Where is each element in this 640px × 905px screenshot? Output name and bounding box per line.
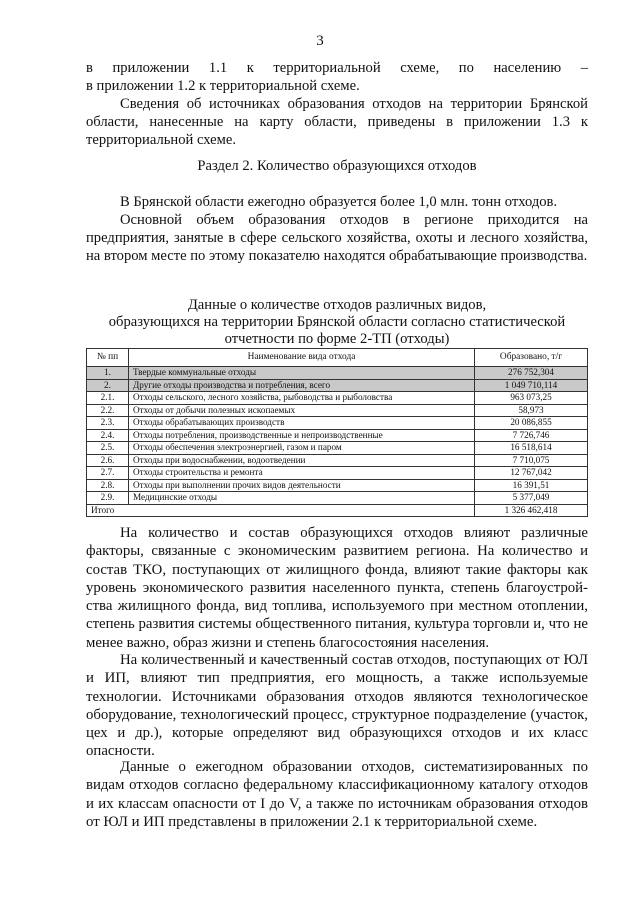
table-row — [87, 417, 588, 430]
row-num: 2.1. — [87, 392, 129, 405]
row-num: 2.5. — [87, 442, 129, 455]
table-row — [87, 479, 588, 492]
row-value: 1 049 710,114 — [475, 379, 588, 392]
row-num: 2.3. — [87, 417, 129, 430]
table-row — [87, 404, 588, 417]
row-value: 276 752,304 — [475, 367, 588, 380]
section-title: Раздел 2. Количество образующихся отходов — [197, 158, 477, 174]
table-row — [87, 492, 588, 505]
intro-paragraph: Сведения об источниках образования отходов на территории Брянской области, нанесенные на карту области, приведены в приложении 1.3 к территориальной схеме. — [86, 96, 588, 149]
row-name: Отходы от добычи полезных ископаемых — [129, 404, 475, 417]
row-name: Отходы строительства и ремонта — [129, 467, 475, 480]
total-value: 1 326 462,418 — [475, 504, 588, 517]
header-name: Наименование вида отхода — [129, 349, 475, 367]
header-num: № пп — [87, 349, 129, 367]
row-name: Отходы при выполнении прочих видов деятельности — [129, 479, 475, 492]
intro-line-2: в приложении 1.2 к территориальной схеме. — [86, 78, 360, 94]
row-num: 2.4. — [87, 429, 129, 442]
row-value: 7 710,075 — [475, 454, 588, 467]
table-row — [87, 392, 588, 405]
table-row — [87, 429, 588, 442]
table-total-row — [87, 504, 588, 517]
row-name: Отходы обрабатывающих производств — [129, 417, 475, 430]
table-caption — [86, 297, 588, 348]
table-row — [87, 379, 588, 392]
table-caption-line-2: образующихся на территории Брянской области согласно статистической — [108, 314, 566, 330]
table-caption-line-1: Данные о количестве отходов различных видов, — [187, 297, 487, 313]
table-caption-line-3: отчетности по форме 2-ТП (отходы) — [224, 331, 450, 347]
table-row — [87, 367, 588, 380]
row-value: 58,973 — [475, 404, 588, 417]
row-value: 963 073,25 — [475, 392, 588, 405]
row-name: Отходы при водоснабжении, водоотведении — [129, 454, 475, 467]
row-num: 2.7. — [87, 467, 129, 480]
row-name: Твердые коммунальные отходы — [129, 367, 475, 380]
row-num: 1. — [87, 367, 129, 380]
paragraph-2: Основной объем образования отходов в регионе приходится на предприятия, занятые в сфере сельского хозяйства, охоты и лесного хозяйства, на втором месте по этому показателю находятся обрабатывающие производства. — [86, 212, 588, 265]
table-header-row — [87, 349, 588, 367]
paragraph-5: Данные о ежегодном образовании отходов, систематизированных по видам отходов согласно федеральному классификационному каталогу отходов и их классам опасности от I до V, а также по источникам образования отходов от ЮЛ и ИП представлены в приложении 2.1 к территориальной схеме. — [86, 759, 588, 830]
page-number: 3 — [316, 33, 324, 49]
row-value: 7 726,746 — [475, 429, 588, 442]
row-num: 2.9. — [87, 492, 129, 505]
row-num: 2.2. — [87, 404, 129, 417]
row-name: Отходы потребления, производственные и непроизводственные — [129, 429, 475, 442]
row-value: 16 391,51 — [475, 479, 588, 492]
header-value: Образовано, т/г — [475, 349, 588, 367]
row-name: Отходы сельского, лесного хозяйства, рыбоводства и рыболовства — [129, 392, 475, 405]
row-value: 12 767,042 — [475, 467, 588, 480]
table-row — [87, 442, 588, 455]
row-value: 5 377,049 — [475, 492, 588, 505]
paragraph-1: В Брянской области ежегодно образуется более 1,0 млн. тонн отходов. — [120, 194, 558, 210]
row-value: 20 086,855 — [475, 417, 588, 430]
table-row — [87, 467, 588, 480]
table-row — [87, 454, 588, 467]
paragraph-3: На количество и состав образующихся отходов влияют различные факторы, связанные с экономическим развитием региона. На количество и состав ТКО, поступающих от жилищного фонда, влияют такие факторы как уровень экономического развития населенного пункта, степень благоустрой-ства жилищного фонда, вид топлива, используемого при местном отоплении, степень развития системы общественного питания, культура торговли и, что не менее важно, образ жизни и степень благосостояния населения. — [86, 525, 588, 651]
paragraph-4: На количественный и качественный состав отходов, поступающих от ЮЛ и ИП, влияют тип предприятия, его мощность, а также используемые технологии. Источниками образования отходов являются технологическое оборудование, технологический процесс, структурное подразделение (участок, цех и др.), которые определяют вид образующихся отходов и их класс опасности. — [86, 652, 588, 760]
row-value: 16 518,614 — [475, 442, 588, 455]
row-num: 2. — [87, 379, 129, 392]
row-name: Другие отходы производства и потребления, всего — [129, 379, 475, 392]
total-label: Итого — [87, 504, 475, 517]
row-name: Отходы обеспечения электроэнергией, газом и паром — [129, 442, 475, 455]
intro-line-1: в приложении 1.1 к территориальной схеме, по населению – — [86, 60, 588, 76]
row-num: 2.8. — [87, 479, 129, 492]
waste-table — [86, 348, 588, 517]
row-num: 2.6. — [87, 454, 129, 467]
row-name: Медицинские отходы — [129, 492, 475, 505]
